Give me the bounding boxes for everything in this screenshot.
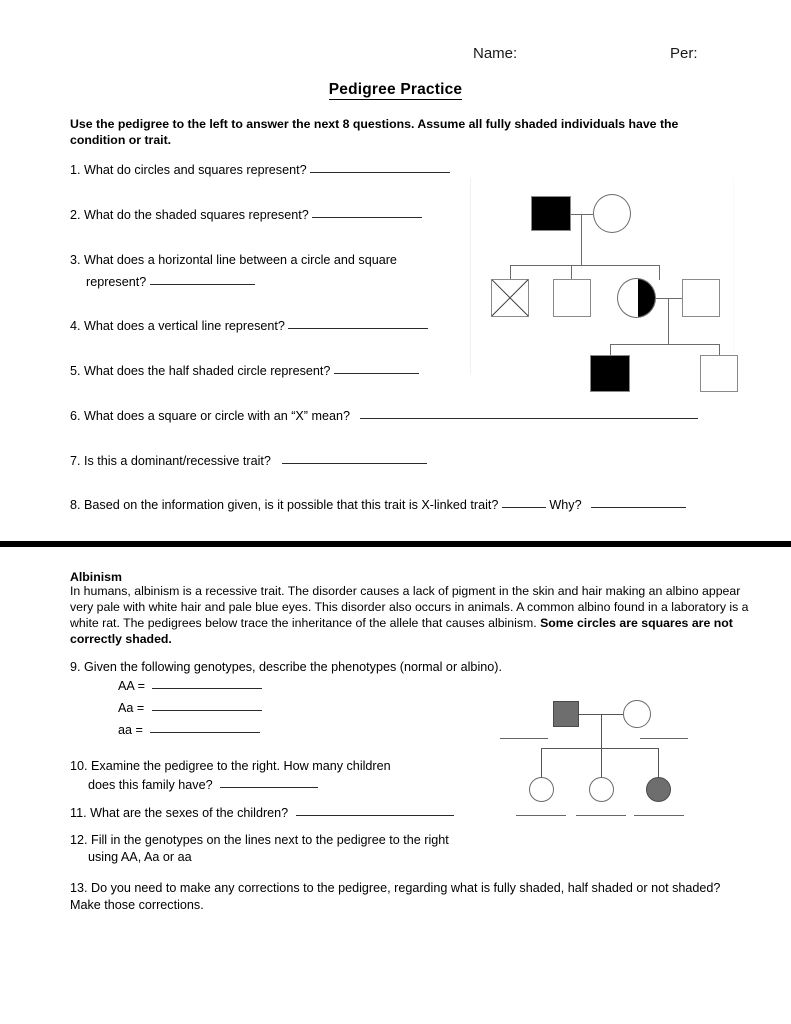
pedigree1-gen2-carrier-half-shaded-circle (617, 278, 656, 318)
question-5-answer-blank[interactable] (334, 362, 419, 374)
albinism-paragraph (70, 584, 750, 648)
pedigree2-drop-line-child3 (658, 748, 659, 778)
pedigree1-gen1-father-affected-square (531, 196, 571, 231)
question-6-answer-blank[interactable] (360, 407, 698, 419)
albinism-paragraph-bold: Some circles are squares are not correctly shaded. (70, 615, 733, 646)
question-12-line1 (70, 832, 449, 849)
question-9 (70, 659, 502, 676)
pedigree2-genotype-blank-father[interactable] (500, 738, 548, 739)
pedigree1-drop-line-child1 (510, 265, 511, 280)
pedigree2-sibship-bar (541, 748, 659, 749)
pedigree2-genotype-blank-mother[interactable] (640, 738, 688, 739)
question-7 (70, 453, 427, 470)
question-9-row-AA (118, 678, 262, 695)
pedigree1-gen3-unaffected-square (700, 355, 738, 392)
question-2-answer-blank[interactable] (312, 206, 422, 218)
pedigree2-drop-line-child1 (541, 748, 542, 778)
question-13 (70, 880, 742, 913)
question-3-text-cont: represent? (86, 275, 147, 289)
pedigree1-gen2-spouse-square (682, 279, 720, 317)
instructions-text: Use the pedigree to the left to answer the next 8 questions. Assume all fully shaded individuals have the condition or trait. (70, 117, 679, 147)
question-9-row-aa (118, 722, 260, 739)
question-10-text-cont: does this family have? (88, 778, 213, 792)
question-11 (70, 805, 454, 822)
pedigree-diagram-trait (470, 178, 732, 378)
pedigree2-descent-line (601, 714, 602, 750)
question-4-text: 4. What does a vertical line represent? (70, 319, 285, 333)
question-9-blank-aa[interactable] (150, 721, 260, 733)
question-3-answer-blank[interactable] (150, 273, 255, 285)
pedigree1-gen1-mother-circle (593, 194, 631, 233)
question-6-text: 6. What does a square or circle with an “X” mean? (70, 409, 350, 423)
pedigree2-genotype-blank-child3[interactable] (634, 815, 684, 816)
question-4-answer-blank[interactable] (288, 317, 428, 329)
name-field-label: Name: (473, 45, 518, 62)
question-9-blank-Aa[interactable] (152, 699, 262, 711)
albinism-paragraph-text: In humans, albinism is a recessive trait. The disorder causes a lack of pigment in the skin and hair making an albino appear very pale with white hair and pale blue eyes. This disorder also occurs in animals. A common albino found in a laboratory is a white rat. The pedigrees below trace the inheritance of the allele that causes albinism. (70, 584, 749, 630)
question-9-label-aa: aa = (118, 723, 143, 737)
question-9-label-Aa: Aa = (118, 701, 145, 715)
question-7-text: 7. Is this a dominant/recessive trait? (70, 454, 271, 468)
pedigree1-gen2-unaffected-square (553, 279, 591, 317)
pedigree1-descent-line-gen2 (668, 298, 669, 344)
question-10-line2 (88, 777, 318, 794)
question-9-row-Aa (118, 700, 262, 717)
question-1 (70, 162, 450, 179)
question-8-answer-blank-a[interactable] (502, 496, 546, 508)
question-4 (70, 318, 428, 335)
question-12-text-cont: using AA, Aa or aa (88, 850, 192, 864)
question-10-answer-blank[interactable] (220, 776, 318, 788)
pedigree1-sibship-bar-gen3 (610, 344, 720, 345)
question-13-text: 13. Do you need to make any corrections to the pedigree, regarding what is fully shaded, half shaded or not shaded? Make those corrections. (70, 881, 721, 912)
pedigree2-drop-line-child2 (601, 748, 602, 778)
question-8-text: 8. Based on the information given, is it possible that this trait is X-linked trait? (70, 498, 499, 512)
question-10-line1 (70, 758, 391, 775)
question-3-line1 (70, 252, 397, 269)
question-9-label-AA: AA = (118, 679, 145, 693)
question-12-text: 12. Fill in the genotypes on the lines next to the pedigree to the right (70, 833, 449, 847)
pedigree2-gen2-daughter-1-circle (529, 777, 554, 802)
period-field-label: Per: (670, 45, 698, 62)
question-12-line2 (88, 849, 192, 866)
question-7-answer-blank[interactable] (282, 452, 427, 464)
question-11-text: 11. What are the sexes of the children? (70, 806, 289, 820)
section-divider (0, 541, 791, 547)
page-title (0, 81, 791, 99)
question-5 (70, 363, 419, 380)
question-2 (70, 207, 422, 224)
question-3-text: 3. What does a horizontal line between a circle and square (70, 253, 397, 267)
pedigree1-drop-line-child2 (571, 265, 572, 280)
pedigree2-gen2-daughter-2-circle (589, 777, 614, 802)
pedigree2-genotype-blank-child1[interactable] (516, 815, 566, 816)
pedigree2-genotype-blank-child2[interactable] (576, 815, 626, 816)
albinism-heading: Albinism (70, 570, 122, 584)
pedigree2-gen1-father-shaded-square (553, 701, 579, 727)
question-6 (70, 408, 698, 425)
pedigree1-descent-line-gen1 (581, 214, 582, 265)
question-9-text: 9. Given the following genotypes, describe the phenotypes (normal or albino). (70, 660, 502, 674)
question-1-answer-blank[interactable] (310, 161, 450, 173)
question-9-blank-AA[interactable] (152, 677, 262, 689)
albinism-pedigree-diagram (498, 690, 734, 830)
question-11-answer-blank[interactable] (296, 804, 454, 816)
question-2-text: 2. What do the shaded squares represent? (70, 208, 309, 222)
question-8 (70, 497, 686, 514)
pedigree1-sibship-bar-gen2 (510, 265, 660, 266)
pedigree1-drop-line-child3 (659, 265, 660, 280)
pedigree2-gen1-mother-circle (623, 700, 651, 728)
pedigree1-gen3-affected-square (590, 355, 630, 392)
question-8-why-text: Why? (549, 498, 582, 512)
question-8-answer-blank-b[interactable] (591, 496, 686, 508)
question-10-text: 10. Examine the pedigree to the right. How many children (70, 759, 391, 773)
pedigree1-gen2-deceased-square-x (491, 279, 529, 317)
question-1-text: 1. What do circles and squares represent? (70, 163, 307, 177)
question-5-text: 5. What does the half shaded circle represent? (70, 364, 331, 378)
question-3-line2 (86, 274, 255, 291)
page-title-text: Pedigree Practice (328, 81, 463, 98)
pedigree2-gen2-daughter-3-shaded-circle (646, 777, 671, 802)
